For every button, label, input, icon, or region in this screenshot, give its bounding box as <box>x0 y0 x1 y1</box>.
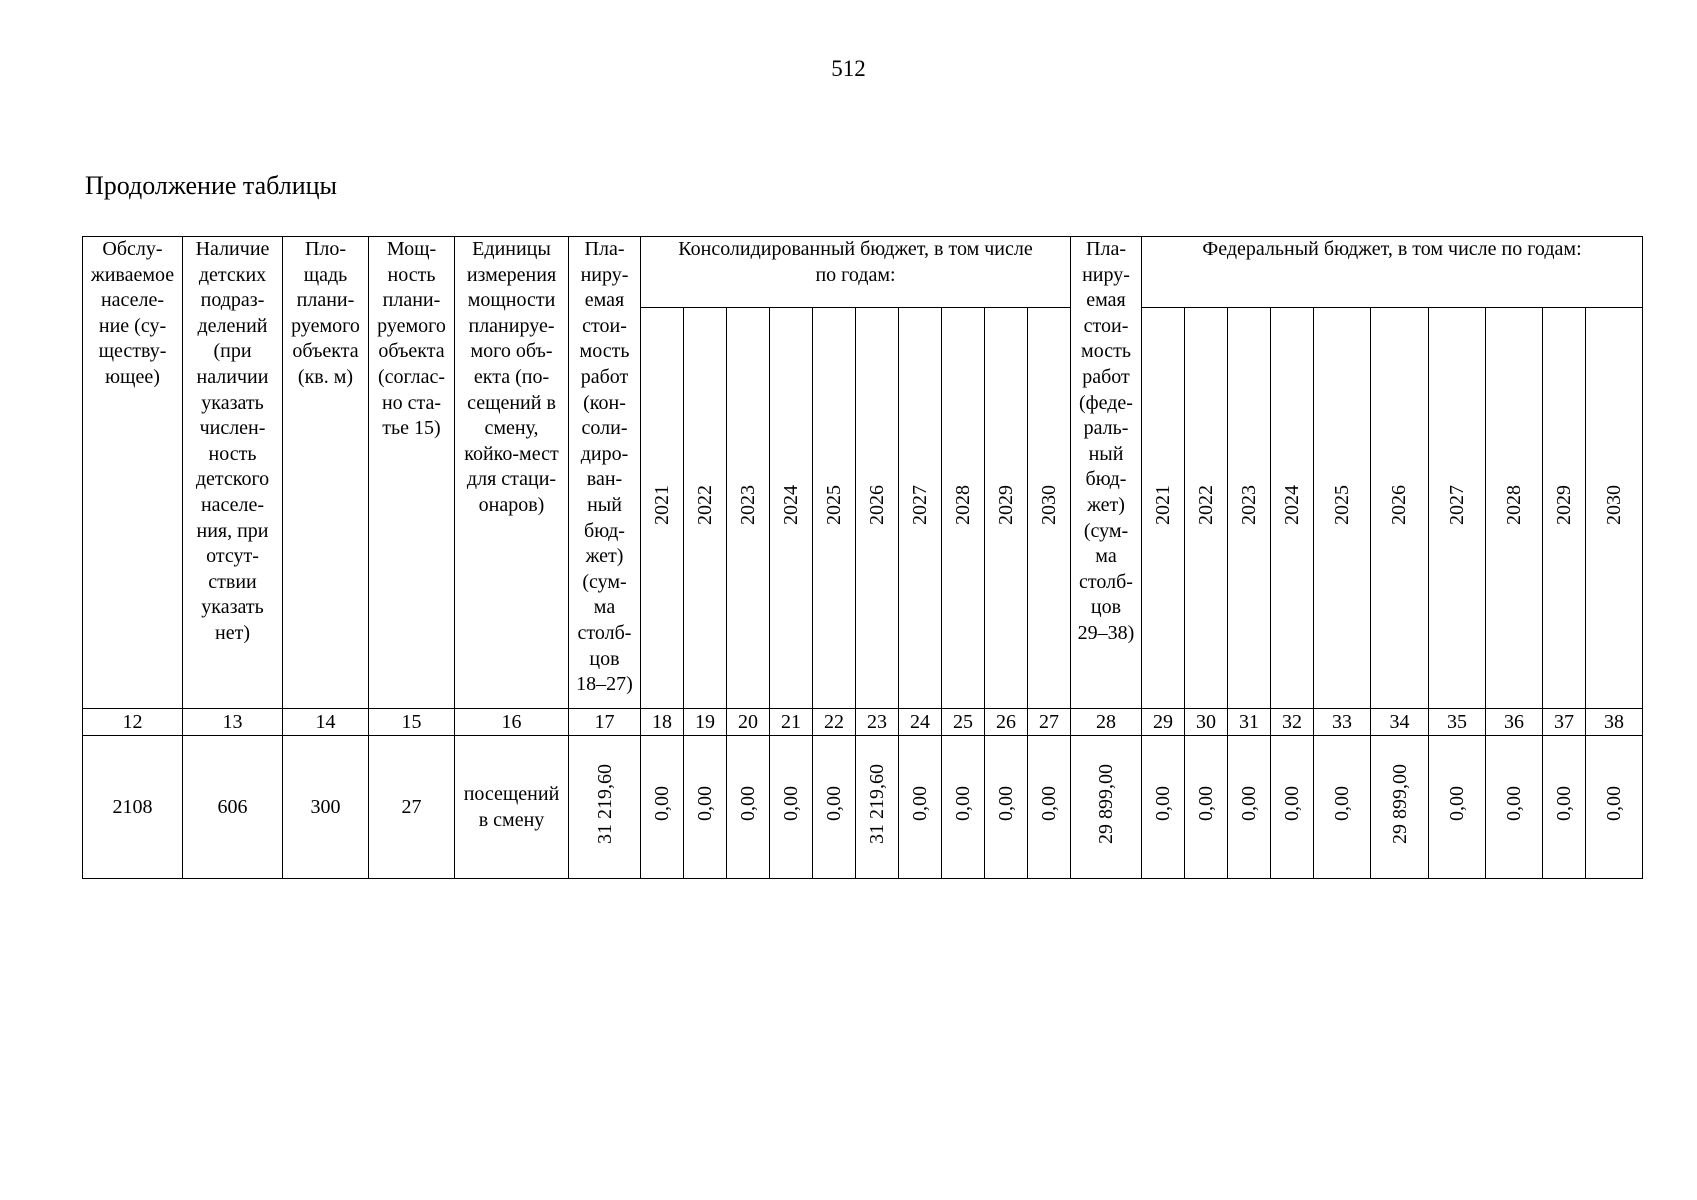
year-label: 2026 <box>865 485 888 525</box>
column-number-28: 28 <box>1071 709 1142 736</box>
header-consolidated-year-2027 <box>899 308 942 709</box>
header-federal-year-2024 <box>1271 308 1314 709</box>
year-label: 2025 <box>1330 485 1353 525</box>
year-label: 2027 <box>908 485 931 525</box>
cell-federal-2025-value: 0,00 <box>1331 786 1353 821</box>
year-label: 2022 <box>693 485 716 525</box>
column-number-33: 33 <box>1314 709 1371 736</box>
header-federal-year-2026 <box>1371 308 1429 709</box>
cell-federal-2022 <box>1185 736 1228 879</box>
cell-consolidated-2022 <box>684 736 727 879</box>
column-number-12: 12 <box>83 709 183 736</box>
header-consolidated-year-2023 <box>727 308 770 709</box>
column-number-row <box>83 709 1643 736</box>
column-number-16: 16 <box>455 709 569 736</box>
header-federal-year-2027 <box>1429 308 1486 709</box>
cell-federal-total <box>1071 736 1142 879</box>
cell-consolidated-2025 <box>813 736 856 879</box>
column-number-23: 23 <box>856 709 899 736</box>
header-federal-year-2022 <box>1185 308 1228 709</box>
header-consolidated-year-2021 <box>641 308 684 709</box>
header-federal-total: Пла- ниру- емая стои- мость работ (феде- раль- ный бюд- жет) (сум- ма столб- цов 29–38) <box>1071 237 1142 709</box>
header-federal-year-2025 <box>1314 308 1371 709</box>
page-number: 512 <box>831 56 866 81</box>
header-consolidated-year-2022 <box>684 308 727 709</box>
header-consolidated-year-2026 <box>856 308 899 709</box>
cell-federal-2023-value: 0,00 <box>1238 786 1260 821</box>
cell-consolidated-2023-value: 0,00 <box>737 786 759 821</box>
cell-consolidated-2028-value: 0,00 <box>952 786 974 821</box>
year-label: 2028 <box>951 485 974 525</box>
cell-federal-2024 <box>1271 736 1314 879</box>
column-number-25: 25 <box>942 709 985 736</box>
year-label: 2024 <box>779 485 802 525</box>
cell-federal-2025 <box>1314 736 1371 879</box>
year-label: 2023 <box>1237 485 1260 525</box>
cell-consolidated-2030 <box>1028 736 1071 879</box>
cell-federal-2030 <box>1586 736 1643 879</box>
header-capacity-unit: Единицы измерения мощности планируе- мого объ- екта (по- сещений в смену, койко-мест для стаци- онаров) <box>455 237 569 709</box>
column-number-34: 34 <box>1371 709 1429 736</box>
year-label: 2021 <box>650 485 673 525</box>
cell-federal-2027 <box>1429 736 1486 879</box>
column-number-29: 29 <box>1142 709 1185 736</box>
year-label: 2029 <box>1552 485 1575 525</box>
cell-federal-2024-value: 0,00 <box>1281 786 1303 821</box>
year-label: 2026 <box>1388 485 1410 525</box>
cell-consolidated-2030-value: 0,00 <box>1038 786 1060 821</box>
column-number-14: 14 <box>283 709 369 736</box>
column-number-15: 15 <box>369 709 455 736</box>
cell-federal-total-value: 29 899,00 <box>1095 763 1117 844</box>
column-number-32: 32 <box>1271 709 1314 736</box>
column-number-13: 13 <box>183 709 283 736</box>
cell-consolidated-2024 <box>770 736 813 879</box>
year-label: 2030 <box>1037 485 1060 525</box>
header-area: Пло- щадь плани- руемого объекта (кв. м) <box>283 237 369 709</box>
year-label: 2025 <box>822 485 845 525</box>
column-number-18: 18 <box>641 709 684 736</box>
column-number-35: 35 <box>1429 709 1486 736</box>
column-number-38: 38 <box>1586 709 1643 736</box>
header-consolidated-budget: Консолидированный бюджет, в том числе по годам: <box>641 237 1071 308</box>
table-row <box>83 736 1643 879</box>
cell-federal-2026-value: 29 899,00 <box>1388 763 1411 844</box>
cell-children-units: 606 <box>183 736 283 879</box>
header-federal-budget: Федеральный бюджет, в том числе по годам: <box>1142 237 1643 308</box>
year-label: 2029 <box>994 485 1017 525</box>
cell-consolidated-2023 <box>727 736 770 879</box>
cell-consolidated-total <box>569 736 641 879</box>
cell-federal-2021-value: 0,00 <box>1152 786 1174 821</box>
header-federal-year-2028 <box>1486 308 1543 709</box>
cell-federal-2027-value: 0,00 <box>1446 786 1468 821</box>
year-label: 2021 <box>1151 485 1174 525</box>
cell-federal-2029-value: 0,00 <box>1553 786 1575 821</box>
cell-consolidated-2026 <box>856 736 899 879</box>
year-label: 2027 <box>1445 485 1468 525</box>
cell-consolidated-2029-value: 0,00 <box>995 786 1017 821</box>
header-consolidated-year-2025 <box>813 308 856 709</box>
cell-federal-2023 <box>1228 736 1271 879</box>
header-row-1 <box>83 237 1643 308</box>
column-number-20: 20 <box>727 709 770 736</box>
cell-consolidated-2024-value: 0,00 <box>780 786 802 821</box>
budget-table <box>82 236 1643 879</box>
cell-consolidated-2027 <box>899 736 942 879</box>
header-children-units: Наличие детских подраз- делений (при наличии указать числен- ность детского населе- ния, при отсут- ствии указать нет) <box>183 237 283 709</box>
cell-federal-2026 <box>1371 736 1429 879</box>
cell-consolidated-2029 <box>985 736 1028 879</box>
cell-federal-2021 <box>1142 736 1185 879</box>
header-consolidated-year-2029 <box>985 308 1028 709</box>
column-number-30: 30 <box>1185 709 1228 736</box>
cell-capacity: 27 <box>369 736 455 879</box>
cell-federal-2028 <box>1486 736 1543 879</box>
column-number-27: 27 <box>1028 709 1071 736</box>
cell-federal-2022-value: 0,00 <box>1195 786 1217 821</box>
column-number-31: 31 <box>1228 709 1271 736</box>
column-number-24: 24 <box>899 709 942 736</box>
year-label: 2024 <box>1280 485 1303 525</box>
header-federal-year-2030 <box>1586 308 1643 709</box>
column-number-36: 36 <box>1486 709 1543 736</box>
consolidated-total-value: 31 219,60 <box>593 763 616 844</box>
cell-capacity-unit: посещений в смену <box>455 736 569 879</box>
column-number-17: 17 <box>569 709 641 736</box>
column-number-26: 26 <box>985 709 1028 736</box>
cell-consolidated-2025-value: 0,00 <box>823 786 845 821</box>
cell-consolidated-2028 <box>942 736 985 879</box>
cell-consolidated-2026-value: 31 219,60 <box>866 763 888 844</box>
year-label: 2030 <box>1602 485 1625 525</box>
cell-consolidated-2027-value: 0,00 <box>909 786 931 821</box>
header-federal-year-2023 <box>1228 308 1271 709</box>
cell-federal-2029 <box>1543 736 1586 879</box>
cell-federal-2028-value: 0,00 <box>1503 786 1525 821</box>
table-caption: Продолжение таблицы <box>85 171 337 200</box>
cell-served-population: 2108 <box>83 736 183 879</box>
cell-federal-2030-value: 0,00 <box>1603 786 1626 821</box>
column-number-22: 22 <box>813 709 856 736</box>
cell-consolidated-2021 <box>641 736 684 879</box>
header-federal-year-2029 <box>1543 308 1586 709</box>
year-label: 2028 <box>1502 485 1525 525</box>
cell-area: 300 <box>283 736 369 879</box>
column-number-19: 19 <box>684 709 727 736</box>
year-label: 2022 <box>1194 485 1217 525</box>
header-served-population: Обслу- живаемое населе- ние (су- ществу- ющее) <box>83 237 183 709</box>
column-number-37: 37 <box>1543 709 1586 736</box>
header-federal-year-2021 <box>1142 308 1185 709</box>
header-capacity: Мощ- ность плани- руемого объекта (соглас- но ста- тье 15) <box>369 237 455 709</box>
cell-consolidated-2021-value: 0,00 <box>651 786 673 821</box>
header-consolidated-total: Пла- ниру- емая стои- мость работ (кон- соли- диро- ван- ный бюд- жет) (сум- ма столб- цов 18–27) <box>569 237 641 709</box>
cell-consolidated-2022-value: 0,00 <box>694 786 716 821</box>
header-consolidated-year-2028 <box>942 308 985 709</box>
header-consolidated-year-2024 <box>770 308 813 709</box>
column-number-21: 21 <box>770 709 813 736</box>
year-label: 2023 <box>736 485 759 525</box>
header-consolidated-year-2030 <box>1028 308 1071 709</box>
